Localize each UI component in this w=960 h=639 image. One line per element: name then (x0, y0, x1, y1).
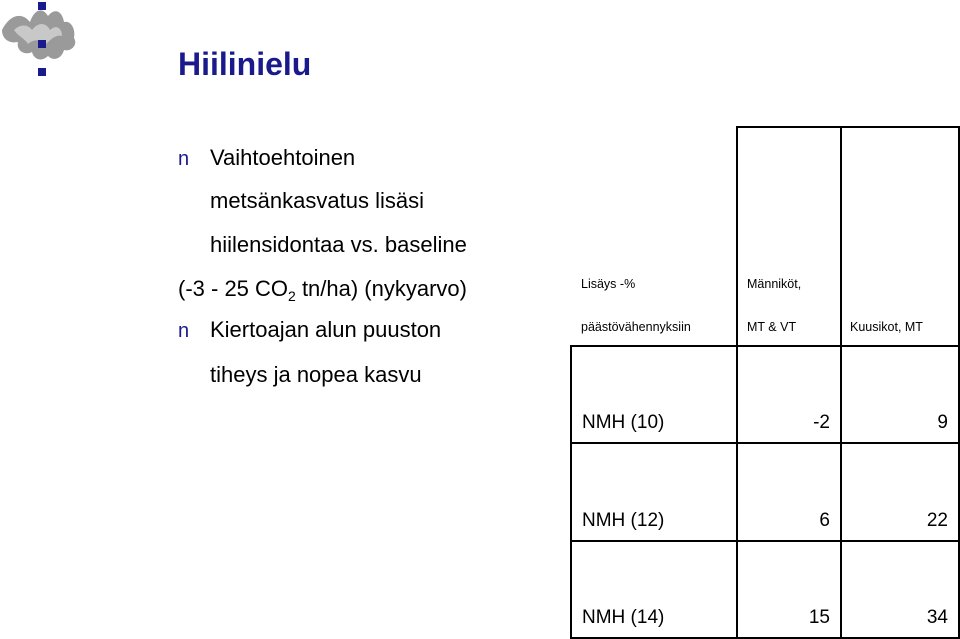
table-row-2-bottom (570, 540, 960, 542)
slide-title: Hiilinielu (178, 46, 312, 82)
row-1-kuusi: 9 (937, 412, 948, 433)
table-border-left (570, 345, 572, 639)
row-3-manty: 15 (808, 607, 830, 628)
row-3-kuusi: 34 (926, 607, 948, 628)
university-flame-logo-icon (0, 0, 90, 82)
table-header-bottom (570, 345, 960, 347)
note-subscript: 2 (288, 288, 296, 304)
row-2-manty: 6 (819, 510, 830, 531)
bullet-1-line-3: hiilensidontaa vs. baseline (210, 232, 467, 257)
bullet-marker-1: n (178, 148, 190, 170)
table-border-col3 (840, 126, 842, 639)
header-col2-line2: MT & VT (747, 320, 797, 334)
header-col1-line1: Lisäys -% (581, 277, 636, 291)
header-col1-line2: päästövähennyksiin (581, 320, 691, 334)
header-col2-line1: Männiköt, (747, 277, 802, 291)
bullet-2-line-2: tiheys ja nopea kasvu (210, 362, 422, 387)
bullet-1-line-2: metsänkasvatus lisäsi (210, 188, 424, 213)
table-border-col2 (736, 126, 738, 639)
table-border-top (736, 126, 960, 128)
header-col3-line2: Kuusikot, MT (850, 320, 923, 334)
row-1-label: NMH (10) (582, 412, 665, 433)
row-3-label: NMH (14) (582, 607, 665, 628)
note-prefix: (-3 - 25 CO (178, 276, 289, 301)
row-2-kuusi: 22 (926, 510, 948, 531)
bullet-1-note (178, 276, 467, 304)
bullet-1-line-1: Vaihtoehtoinen (210, 145, 356, 170)
row-2-label: NMH (12) (582, 510, 665, 531)
row-1-manty: -2 (813, 412, 830, 433)
bullet-marker-2: n (178, 320, 190, 342)
bullet-2-line-1: Kiertoajan alun puuston (210, 317, 442, 342)
note-suffix: tn/ha) (nykyarvo) (295, 276, 467, 301)
table-row-1-bottom (570, 442, 960, 444)
